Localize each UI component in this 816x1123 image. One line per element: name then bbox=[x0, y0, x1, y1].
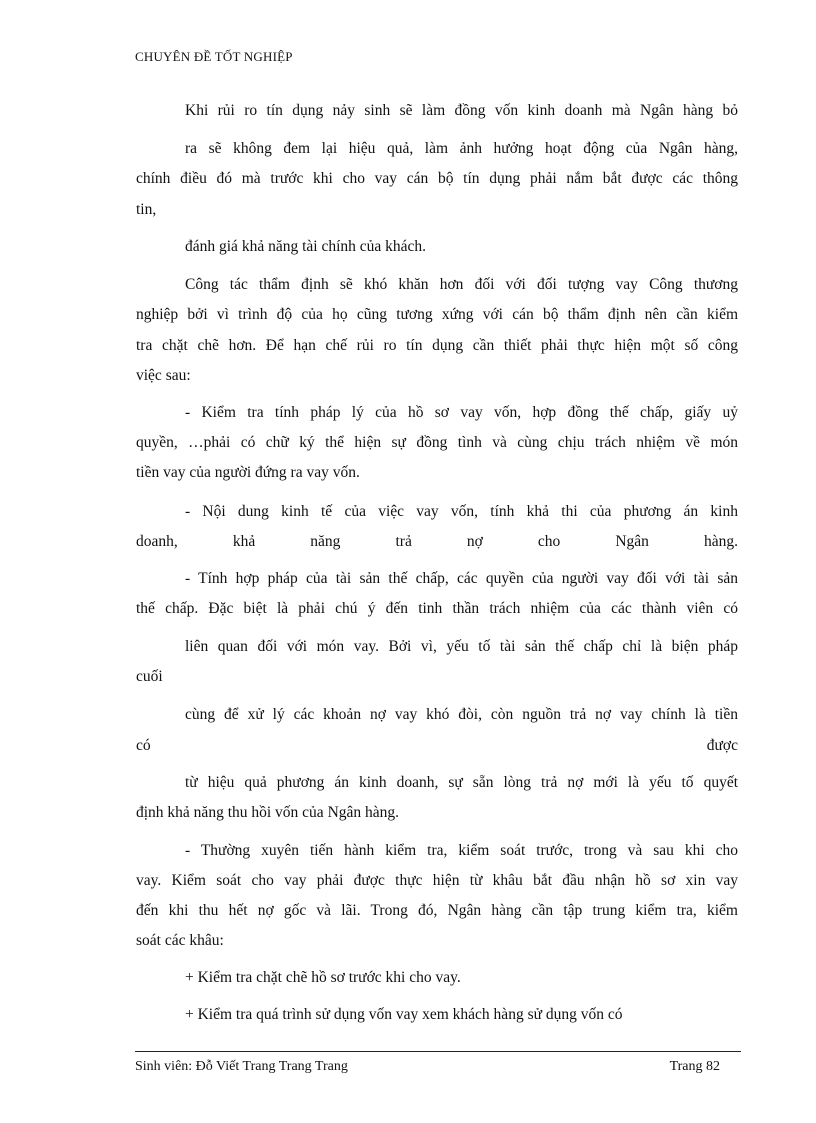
text-line: định khả năng thu hồi vốn của Ngân hàng. bbox=[136, 804, 400, 821]
text-line: việc sau: bbox=[136, 367, 191, 384]
text-line: doanh, khả năng trả nợ cho Ngân hàng. bbox=[136, 533, 738, 550]
text-line: liên quan đối với món vay. Bởi vì, yếu tố tài sản thế chấp chỉ là biện pháp bbox=[185, 638, 738, 655]
text-line: nghiệp bởi vì trình độ của họ cũng tương xứng với cán bộ thẩm định nên cần kiểm bbox=[136, 306, 738, 323]
text-line: - Kiểm tra tính pháp lý của hồ sơ vay vốn, hợp đồng thế chấp, giấy uỷ bbox=[185, 404, 738, 421]
footer-divider bbox=[135, 1051, 741, 1052]
text-line: ra sẽ không đem lại hiệu quả, làm ảnh hưởng hoạt động của Ngân hàng, bbox=[185, 140, 738, 157]
text-line: - Tính hợp pháp của tài sản thế chấp, các quyền của người vay đối với tài sản bbox=[185, 570, 738, 587]
text-line: cùng để xử lý các khoản nợ vay khó đòi, còn nguồn trả nợ vay chính là tiền bbox=[185, 706, 738, 723]
text-line: + Kiểm tra chặt chẽ hồ sơ trước khi cho vay. bbox=[185, 969, 461, 986]
text-line: soát các khâu: bbox=[136, 932, 224, 949]
text-line: tiền vay của người đứng ra vay vốn. bbox=[136, 464, 360, 481]
text-line: thế chấp. Đặc biệt là phải chú ý đến tinh thần trách nhiệm của các thành viên có bbox=[136, 600, 738, 617]
page-header-title: CHUYÊN ĐỀ TỐT NGHIỆP bbox=[135, 49, 293, 64]
text-line: - Thường xuyên tiến hành kiểm tra, kiểm soát trước, trong và sau khi cho bbox=[185, 842, 738, 859]
text-line: có được bbox=[136, 737, 738, 754]
text-line: tra chặt chẽ hơn. Để hạn chế rủi ro tín dụng cần thiết phải thực hiện một số công bbox=[136, 337, 738, 354]
text-line: quyền, …phải có chữ ký thể hiện sự đồng tình và cùng chịu trách nhiệm về món bbox=[136, 434, 738, 451]
text-line: đến khi thu hết nợ gốc và lãi. Trong đó, Ngân hàng cần tập trung kiểm tra, kiểm bbox=[136, 902, 738, 919]
text-line: Khi rủi ro tín dụng nảy sinh sẽ làm đồng vốn kinh doanh mà Ngân hàng bỏ bbox=[185, 102, 738, 119]
text-line: tin, bbox=[136, 201, 157, 218]
text-line: Công tác thẩm định sẽ khó khăn hơn đối với đối tượng vay Công thương bbox=[185, 276, 738, 293]
text-line: - Nội dung kinh tế của việc vay vốn, tính khả thi của phương án kinh bbox=[185, 503, 738, 520]
text-line: chính điều đó mà trước khi cho vay cán bộ tín dụng phải nắm bắt được các thông bbox=[136, 170, 738, 187]
text-line: vay. Kiểm soát cho vay phải được thực hiện từ khâu bắt đầu nhận hồ sơ xin vay bbox=[136, 872, 738, 889]
footer-author: Sinh viên: Đỗ Viết Trang Trang Trang bbox=[135, 1059, 348, 1074]
text-line: + Kiểm tra quá trình sử dụng vốn vay xem khách hàng sử dụng vốn có bbox=[185, 1006, 623, 1023]
text-line: từ hiệu quả phương án kinh doanh, sự sẵn lòng trả nợ mới là yếu tố quyết bbox=[185, 774, 738, 791]
text-line: đánh giá khả năng tài chính của khách. bbox=[185, 238, 427, 255]
footer-page-number: Trang 82 bbox=[669, 1059, 720, 1074]
text-line: cuối bbox=[136, 668, 163, 685]
